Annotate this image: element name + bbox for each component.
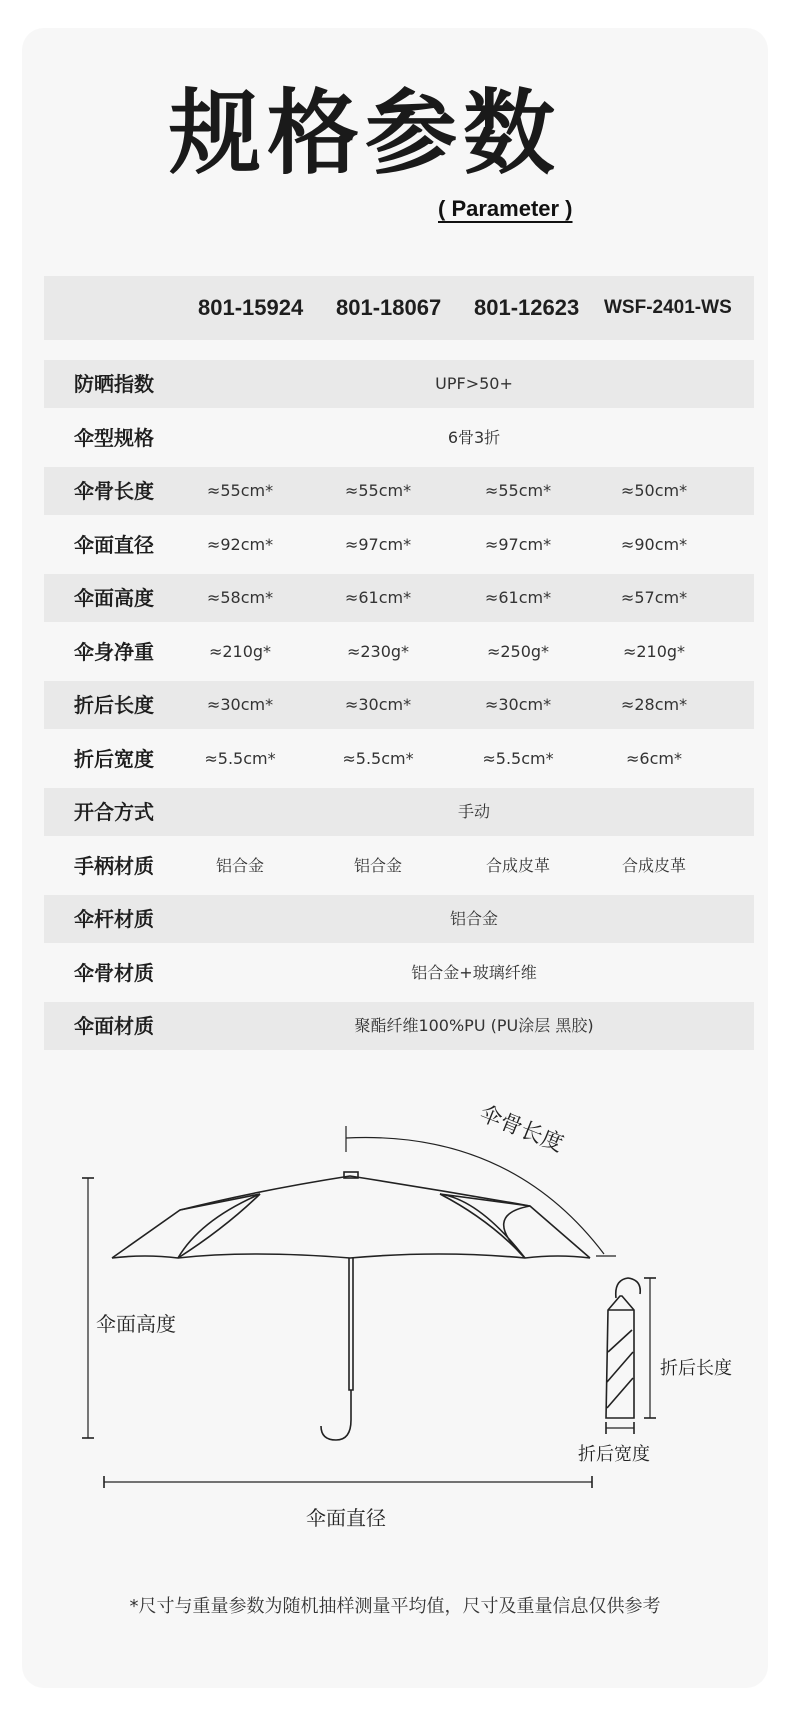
spec-row-label: 伞面材质	[74, 1014, 154, 1038]
spec-row-cell: ≈30cm*	[344, 695, 412, 714]
page-title: 规格参数	[168, 80, 561, 187]
spec-row-label: 伞面直径	[74, 532, 154, 557]
spec-row-value: 铝合金+玻璃纤维	[411, 962, 537, 982]
spec-row-cell: ≈97cm*	[344, 534, 412, 554]
spec-row-label: 手柄材质	[74, 853, 154, 878]
folded-length-label: 折后长度	[660, 1358, 732, 1379]
spec-row	[44, 681, 754, 729]
canopy-outline	[112, 1176, 590, 1258]
spec-row-label: 伞杆材质	[74, 907, 154, 931]
spec-row-label: 伞型规格	[74, 425, 154, 450]
spec-row-cell: ≈61cm*	[344, 588, 412, 607]
spec-row	[44, 735, 754, 783]
footnote: *尺寸与重量参数为随机抽样测量平均值，尺寸及重量信息仅供参考	[129, 1596, 661, 1617]
spec-row	[44, 628, 754, 676]
spec-row-cell: ≈61cm*	[484, 588, 552, 607]
spec-row-cell: 铝合金	[353, 855, 402, 875]
spec-row-cell: ≈55cm*	[206, 481, 274, 500]
spec-row-cell: ≈6cm*	[626, 748, 682, 768]
spec-row-cell: ≈50cm*	[620, 481, 688, 500]
spec-row-cell: ≈250g*	[486, 641, 550, 661]
spec-row-label: 开合方式	[74, 800, 154, 824]
model-2: 801-18067	[336, 295, 442, 320]
spec-row-label: 折后长度	[74, 693, 154, 717]
canopy-diameter-label: 伞面直径	[306, 1506, 386, 1530]
rib-length-label: 伞骨长度	[475, 1101, 567, 1158]
spec-row-cell: ≈5.5cm*	[204, 748, 276, 768]
spec-row	[44, 467, 754, 515]
spec-row	[44, 788, 754, 836]
spec-row-value: 6骨3折	[447, 427, 501, 447]
umbrella-diagram	[0, 1090, 790, 1550]
folded-handle	[616, 1278, 641, 1298]
umbrella-handle	[321, 1390, 351, 1440]
canopy-height-label: 伞面高度	[96, 1312, 176, 1336]
spec-row-cell: ≈30cm*	[484, 695, 552, 714]
spec-row-cell: 合成皮革	[485, 855, 550, 875]
spec-row-cell: ≈230g*	[346, 641, 410, 661]
spec-row	[44, 949, 754, 997]
model-4: WSF-2401-WS	[604, 297, 732, 318]
model-1: 801-15924	[198, 295, 304, 320]
spec-row-cell: ≈90cm*	[620, 534, 688, 554]
spec-row-cell: ≈210g*	[208, 641, 272, 661]
spec-row-label: 伞身净重	[74, 639, 154, 664]
spec-row	[44, 1002, 754, 1050]
spec-row-cell: ≈5.5cm*	[342, 748, 414, 768]
canopy-panel-left	[178, 1194, 260, 1258]
spec-row-cell: ≈57cm*	[620, 588, 688, 607]
spec-row	[44, 574, 754, 622]
model-3: 801-12623	[474, 295, 580, 320]
spec-row-value: 聚酯纤维100%PU (PU涂层 黑胶)	[354, 1016, 594, 1035]
spec-row-cell: 铝合金	[215, 855, 264, 875]
spec-row	[44, 521, 754, 569]
spec-row-cell: 合成皮革	[621, 855, 686, 875]
folded-body	[606, 1296, 634, 1418]
spec-row-cell: ≈30cm*	[206, 695, 274, 714]
spec-row-value: 铝合金	[449, 909, 498, 928]
spec-row	[44, 842, 754, 890]
spec-row-label: 折后宽度	[74, 746, 154, 771]
spec-row	[44, 895, 754, 943]
spec-row-cell: ≈97cm*	[484, 534, 552, 554]
spec-row-cell: ≈5.5cm*	[482, 748, 554, 768]
spec-row	[44, 414, 754, 462]
page-subtitle: ( Parameter )	[438, 196, 573, 221]
spec-row-label: 防晒指数	[74, 372, 154, 396]
spec-row-value: UPF>50+	[435, 374, 513, 393]
spec-row-cell: ≈58cm*	[206, 588, 274, 607]
spec-row-label: 伞骨长度	[74, 479, 154, 503]
spec-row-label: 伞骨材质	[74, 960, 154, 985]
folded-width-label: 折后宽度	[578, 1444, 650, 1465]
spec-row-cell: ≈55cm*	[344, 481, 412, 500]
spec-row-label: 伞面高度	[74, 586, 154, 610]
model-header-row	[44, 276, 754, 340]
spec-row-value: 手动	[457, 802, 490, 821]
spec-row-cell: ≈92cm*	[206, 534, 274, 554]
spec-row	[44, 360, 754, 408]
umbrella-shaft	[349, 1258, 353, 1390]
spec-row-cell: ≈55cm*	[484, 481, 552, 500]
spec-row-cell: ≈28cm*	[620, 695, 688, 714]
canopy-rib-1	[178, 1194, 260, 1258]
spec-row-cell: ≈210g*	[622, 641, 686, 661]
